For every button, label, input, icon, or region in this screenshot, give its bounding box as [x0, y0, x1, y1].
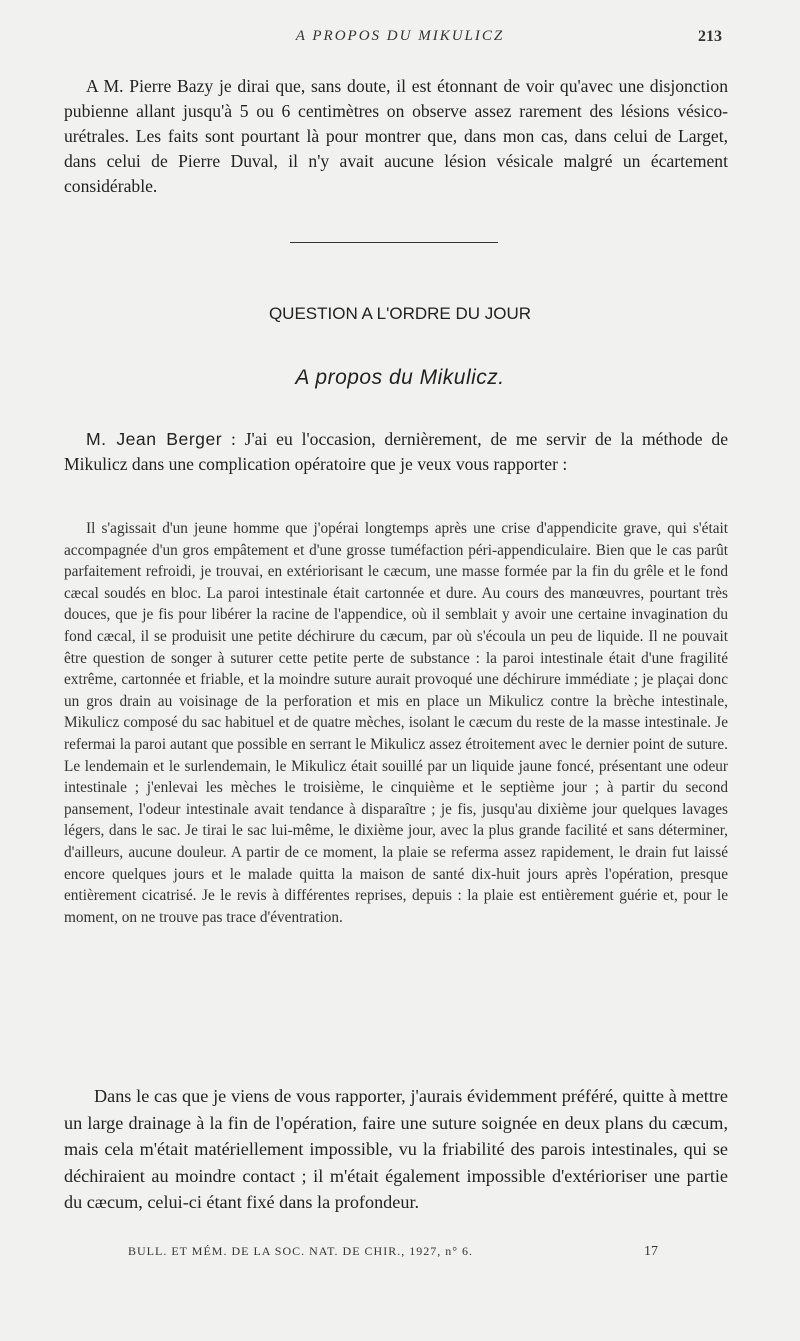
speaker-name: M. Jean Berger [86, 429, 223, 449]
article-title: A propos du Mikulicz. [295, 366, 505, 389]
page-number: 213 [698, 28, 722, 45]
communication-opening [64, 427, 728, 477]
running-head [0, 28, 800, 52]
signature-number: 17 [644, 1244, 658, 1259]
running-title: A PROPOS DU MIKULICZ [295, 28, 505, 44]
opening-text: : J'ai eu l'occasion, dernièrement, de me servir de la méthode de Mikulicz dans une complication opératoire que je veux vous rapporter : [64, 429, 728, 474]
page-footer [128, 1244, 658, 1266]
section-divider [290, 242, 498, 243]
bulletin-reference: BULL. ET MÉM. DE LA SOC. NAT. DE CHIR., 1927, n° 6. [128, 1244, 474, 1258]
section-heading: QUESTION A L'ORDRE DU JOUR [268, 304, 532, 323]
intro-paragraph: A M. Pierre Bazy je dirai que, sans doute, il est étonnant de voir qu'avec une disjonction pubienne allant jusqu'à 5 ou 6 centimètres on observe assez rarement des lésions vésico-urétrales. Les faits sont pourtant là pour montrer que, dans mon cas, dans celui de Larget, dans celui de Pierre Duval, il n'y avait aucune lésion vésicale malgré un écartement considérable. [64, 76, 728, 196]
conclusion-paragraph: Dans le cas que je viens de vous rapporter, j'aurais évidemment préféré, quitte à mettre un large drainage à la fin de l'opération, faire une suture soignée en deux plans du cæcum, mais cela m'était matériellement impossible, vu la friabilité des parois intestinales, qui se déchiraient au moindre contact ; il m'était également impossible d'extérioriser une partie du cæcum, celui-ci étant fixé dans la profondeur. [64, 1086, 728, 1212]
case-report: Il s'agissait d'un jeune homme que j'opérai longtemps après une crise d'appendicite grave, qui s'était accompagnée d'un gros empâtement et d'une grosse tuméfaction péri-appendiculaire. Bien que le cas parût parfaitement refroidi, je trouvai, en extériorisant le cæcum, une masse formée par la fin du grêle et le fond cæcal soudés en bloc. La paroi intestinale était cartonnée et dure. Au cours des manœuvres, pourtant très douces, que je fis pour libérer la racine de l'appendice, où il semblait y avoir une certaine invagination du fond cæcal, il se produisit une petite déchirure du cæcum, par où s'écoula un peu de liquide. Il ne pouvait être question de songer à suturer cette petite perte de substance : la paroi intestinale était d'une fragilité extrême, cartonnée et friable, et la moindre suture aurait provoqué une déchirure immédiate ; je plaçai donc un gros drain au voisinage de la perforation et mis en place un Mikulicz contre la brèche intestinale, Mikulicz composé du sac habituel et de quatre mèches, isolant le cæcum du reste de la masse intestinale. Je refermai la paroi autant que possible en serrant le Mikulicz assez étroitement avec le dernier point de suture. Le lendemain et le surlendemain, le Mikulicz était souillé par un liquide jaune foncé, présentant une odeur intestinale ; j'enlevai les mèches le troisième, le cinquième et le septième jour ; à partir du second pansement, l'odeur intestinale avait tendance à disparaître ; je fis, jusqu'au dixième jour quelques lavages légers, dans le sac. Je tirai le sac lui-même, le dixième jour, avec la plus grande facilité et sans déterminer, d'ailleurs, aucune douleur. A partir de ce moment, la plaie se referma assez rapidement, le drain fut laissé encore quelques jours et le malade quitta la maison de santé dix-huit jours après l'opération, presque entièrement cicatrisé. Je le revis à différentes reprises, depuis : la plaie est entièrement guérie et, pour le moment, on ne trouve pas trace d'éventration. [64, 520, 728, 926]
